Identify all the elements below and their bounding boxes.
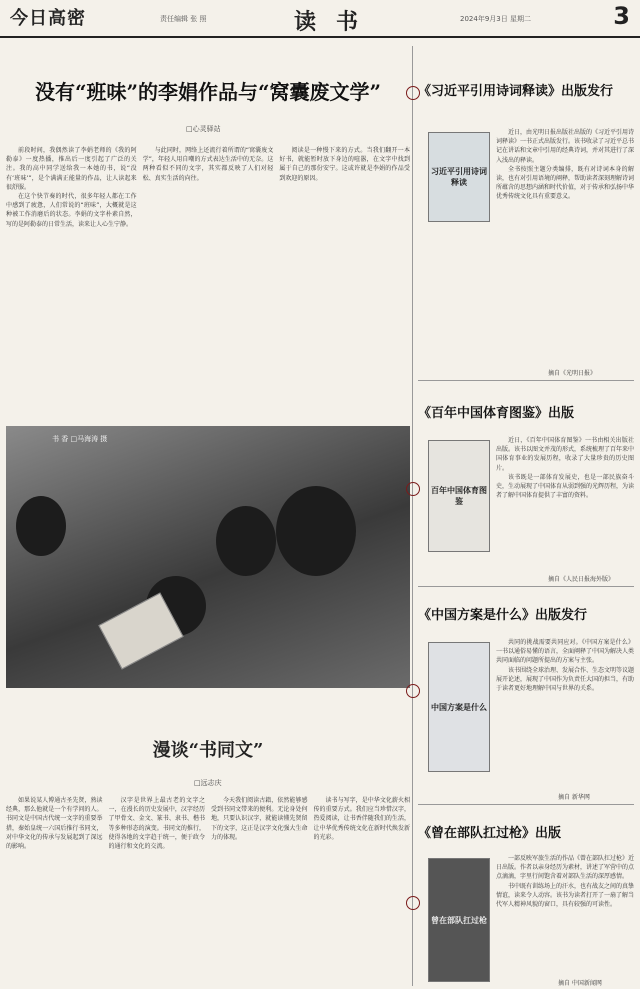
page-number: 3 [613,2,630,30]
book3-body [496,638,634,788]
book2-paragraph: 该书既是一部体育发展史，也是一部民族奋斗史，生动展现了中国体育从弱到强的光辉历程，为读者了解中国体育提供了丰富的资料。 [496,473,634,500]
article1-paragraph: 前段时间，我偶然读了李娟老师的《我的阿勒泰》一度热播，推出后一度引起了广泛的关注。我的高中同学送给我一本她的书，说“没有‘班味’”，是个满满正能量的作品，让人读起来很舒服。 [6,147,137,191]
editor-line: 责任编辑 张 照 [160,15,207,23]
article1-paragraph: 与此同时，网络上还流行着所谓的“窝囊废文学”，年轻人用自嘲的方式表达生活中的无奈。这两种看似不同的文字，其实都反映了人们对轻松、真实生活的向往。 [142,147,274,182]
decorative-stamp-icon [406,684,420,698]
article2-paragraph: 汉字是世界上最古老的文字之一，在漫长的历史发展中，汉字经历了甲骨文、金文、篆书、隶书、楷书等多种形态的演变。书同文的推行，使得各地的文字趋于统一，便于政令的通行和文化的交流。 [108,797,205,851]
book3-cover-title: 中国方案是什么 [431,701,487,712]
article1-paragraph: 在这个快节奏的时代，很多年轻人都在工作中感到了疲惫，人们常说的“班味”，大概就是这种被工作消磨后的状态。李娟的文字朴素自然，写的是阿勒泰的日常生活，读来让人心生宁静。 [6,193,137,228]
photo-figure [276,486,356,576]
book2-title: 《百年中国体育图鉴》出版 [418,406,575,421]
section-divider [418,804,634,805]
article2-text-column [314,796,411,982]
book2-cover-title: 百年中国体育图鉴 [431,485,487,506]
photo-figure [216,506,276,576]
book2-paragraph: 近日，《百年中国体育图鉴》一书由相关出版社出版。该书以图文并茂的形式，系统梳理了百年来中国体育事业的发展历程，收录了大量珍贵的历史图片。 [496,437,634,472]
book3-cover [428,642,490,772]
section-divider [418,586,634,587]
book1-title: 《习近平引用诗词释读》出版发行 [418,84,614,99]
book4-title: 《曾在部队扛过枪》出版 [418,826,562,841]
book3-source: 摘自 新华网 [558,794,590,801]
article1-headline: 没有“班味”的李娟作品与“窝囊废文学” [34,80,381,104]
book3-title: 《中国方案是什么》出版发行 [418,608,588,623]
article2-text-column [109,796,206,982]
article2-paragraph: 如果说某人博通古圣先贤，熟读经典，那么他就是一个有学问的人。书同文是中国古代统一文字的重要举措，秦始皇统一六国后推行书同文，对中华文化的传承与发展起到了深远的影响。 [6,797,103,851]
photo-caption: 书 香 □马海涛 摄 [52,435,108,443]
book4-cover-title: 曾在部队扛过枪 [431,914,487,925]
book3-paragraph: 该书围绕全球治理、发展合作、生态文明等议题展开论述，展现了中国作为负责任大国的担当，有助于读者更好地理解中国与世界的关系。 [496,666,634,693]
article1-byline: □心灵驿站 [186,125,221,133]
article1-body [6,146,410,418]
book4-cover [428,858,490,982]
photo-figure [16,496,66,556]
article2-text-column [6,796,103,982]
book4-paragraph: 书中既有训练场上的汗水，也有战友之间的真挚情谊，读来令人动容。该书为读者打开了一扇了解当代军人精神风貌的窗口，具有较强的可读性。 [496,882,634,909]
book2-source: 摘自《人民日报海外版》 [548,576,615,583]
book1-paragraph: 近日，由光明日报出版社出版的《习近平引用诗词释读》一书正式出版发行。该书收录了习近平总书记在讲话和文章中引用的经典诗词，并对其进行了深入浅出的释读。 [496,129,634,164]
article1-text-column [143,146,274,418]
section-title: 读书 [294,9,379,35]
column-divider [412,46,413,986]
book2-body [496,436,634,570]
article1-text-column [279,146,410,418]
book4-body [496,854,634,972]
book1-source: 摘自《光明日报》 [548,370,597,377]
book2-cover [428,440,490,552]
book1-cover [428,132,490,222]
article2-headline: 漫谈“书同文” [152,740,264,761]
article2-paragraph: 今天我们阅读古籍，依然能够感受到书同文带来的便利。无论身处何地，只要认识汉字，就能读懂先贤留下的文字，这正是汉字文化强大生命力的体现。 [211,797,308,841]
masthead [0,0,640,38]
book1-cover-title: 习近平引用诗词释读 [431,166,487,187]
decorative-stamp-icon [406,482,420,496]
book4-paragraph: 一部反映军旅生活的作品《曾在部队扛过枪》近日出版。作者以亲身经历为素材，讲述了军营中的点点滴滴，字里行间饱含着对部队生活的深厚感情。 [496,855,634,881]
article2-body [6,796,410,982]
article2-byline: □远志庆 [194,779,222,787]
book1-body [496,128,634,364]
article1-text-column [6,146,137,418]
article2-text-column [211,796,308,982]
reading-children-photo [6,426,410,688]
article2-paragraph: 读书与写字，是中华文化薪火相传的重要方式。我们应当珍惜汉字，热爱阅读，让书香伴随我们的生活，让中华优秀传统文化在新时代焕发新的光彩。 [313,797,410,841]
issue-date: 2024年9月3日 星期二 [460,15,531,23]
book1-paragraph: 全书按照主题分类编排，既有对诗词本身的解读，也有对引用语境的阐释，帮助读者深刻理解诗词所蕴含的思想内涵和时代价值，对于传承和弘扬中华优秀传统文化具有重要意义。 [496,165,634,201]
newspaper-brand: 今日高密 [10,8,86,29]
article1-paragraph: 阅读是一种慢下来的方式。当我们翻开一本好书，就能暂时放下身边的喧嚣，在文字中找到属于自己的那份安宁。这或许就是李娟的作品受到欢迎的原因。 [279,147,411,182]
decorative-stamp-icon [406,896,420,910]
section-divider [418,380,634,381]
book3-paragraph: 共同的挑战需要共同应对。《中国方案是什么》一书以通俗易懂的语言，全面阐释了中国为解决人类共同面临的问题所提出的方案与主张。 [496,639,634,665]
book4-source: 摘自 中国新闻网 [558,980,602,987]
decorative-stamp-icon [406,86,420,100]
